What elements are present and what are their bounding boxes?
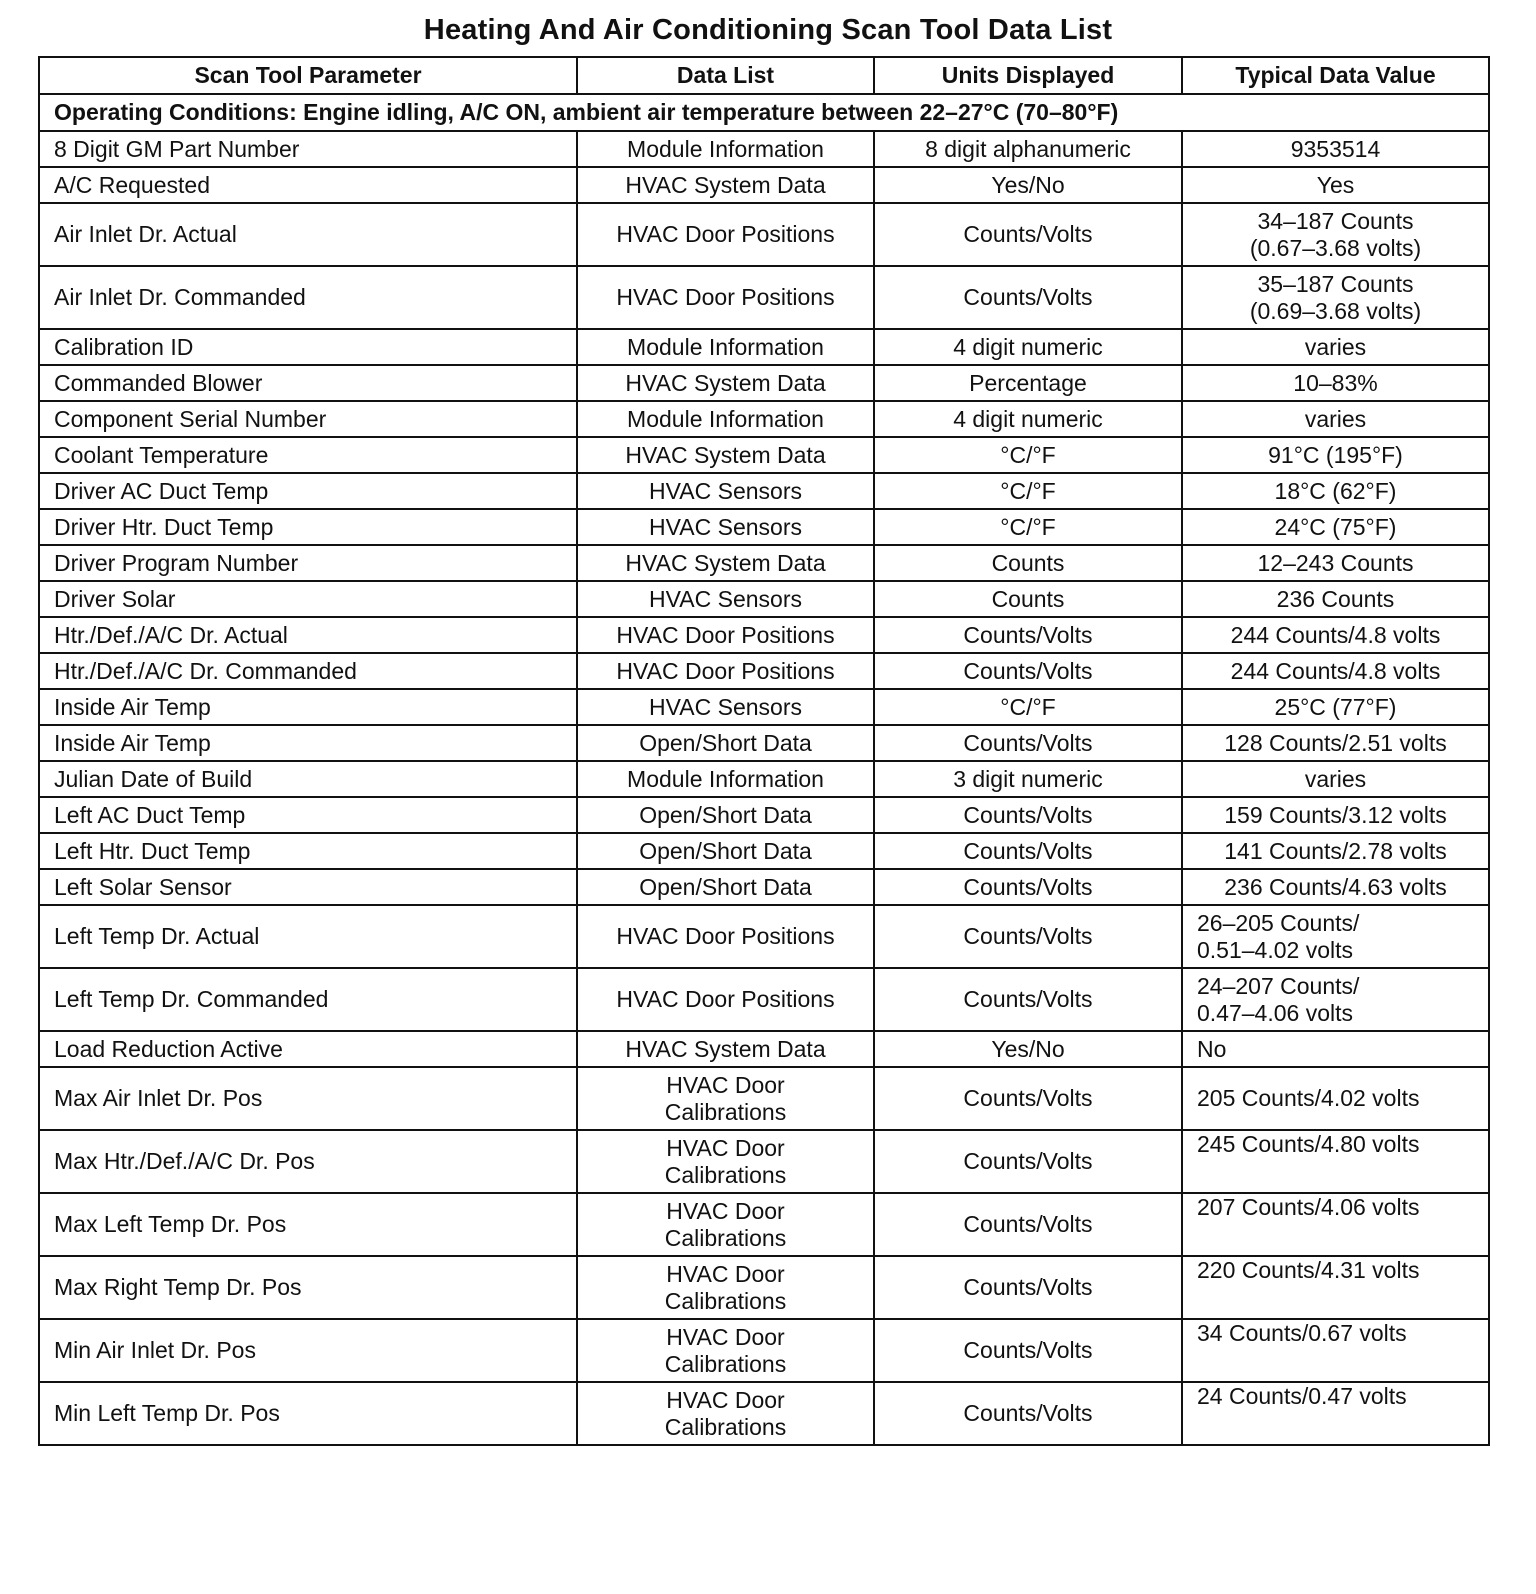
table-row bbox=[39, 266, 1489, 329]
cell-units: Counts/Volts bbox=[874, 1193, 1182, 1256]
table-row bbox=[39, 1193, 1489, 1256]
table-row bbox=[39, 869, 1489, 905]
cell-data-list bbox=[577, 1256, 874, 1319]
cell-typical-value: 24 Counts/0.47 volts bbox=[1182, 1382, 1489, 1445]
table-row bbox=[39, 1382, 1489, 1445]
cell-units: Counts/Volts bbox=[874, 905, 1182, 968]
table-row bbox=[39, 401, 1489, 437]
cell-parameter: Inside Air Temp bbox=[39, 725, 577, 761]
cell-data-list: Module Information bbox=[577, 329, 874, 365]
cell-typical-value: 236 Counts bbox=[1182, 581, 1489, 617]
value-line: 0.51–4.02 volts bbox=[1197, 936, 1354, 963]
cell-parameter: Max Right Temp Dr. Pos bbox=[39, 1256, 577, 1319]
operating-conditions: Operating Conditions: Engine idling, A/C ON, ambient air temperature between 22–27°C (70–80°F) bbox=[39, 94, 1489, 131]
data-list-line: Calibrations bbox=[664, 1098, 787, 1125]
table-row bbox=[39, 167, 1489, 203]
table-row bbox=[39, 797, 1489, 833]
cell-parameter: Left Htr. Duct Temp bbox=[39, 833, 577, 869]
cell-parameter: Inside Air Temp bbox=[39, 689, 577, 725]
cell-data-list bbox=[577, 1382, 874, 1445]
cell-units: 4 digit numeric bbox=[874, 401, 1182, 437]
cell-typical-value: 12–243 Counts bbox=[1182, 545, 1489, 581]
cell-units: °C/°F bbox=[874, 689, 1182, 725]
cell-typical-value: varies bbox=[1182, 761, 1489, 797]
column-header-data-list: Data List bbox=[577, 57, 874, 94]
cell-data-list: HVAC System Data bbox=[577, 167, 874, 203]
cell-parameter: Commanded Blower bbox=[39, 365, 577, 401]
cell-data-list: HVAC Sensors bbox=[577, 689, 874, 725]
cell-data-list: HVAC Sensors bbox=[577, 509, 874, 545]
table-row bbox=[39, 653, 1489, 689]
cell-typical-value bbox=[1182, 968, 1489, 1031]
cell-data-list: HVAC System Data bbox=[577, 365, 874, 401]
cell-data-list: Open/Short Data bbox=[577, 797, 874, 833]
cell-data-list: HVAC System Data bbox=[577, 545, 874, 581]
data-list-line: HVAC Door bbox=[666, 1071, 785, 1098]
table-row bbox=[39, 509, 1489, 545]
data-list-line: HVAC Door bbox=[666, 1386, 785, 1413]
cell-parameter: Air Inlet Dr. Commanded bbox=[39, 266, 577, 329]
cell-units: Counts/Volts bbox=[874, 869, 1182, 905]
cell-units: Counts/Volts bbox=[874, 266, 1182, 329]
cell-units: Yes/No bbox=[874, 167, 1182, 203]
cell-units: Counts/Volts bbox=[874, 725, 1182, 761]
cell-parameter: Min Left Temp Dr. Pos bbox=[39, 1382, 577, 1445]
cell-typical-value: 10–83% bbox=[1182, 365, 1489, 401]
cell-typical-value bbox=[1182, 266, 1489, 329]
column-header-units: Units Displayed bbox=[874, 57, 1182, 94]
cell-parameter: Max Air Inlet Dr. Pos bbox=[39, 1067, 577, 1130]
cell-parameter: Driver AC Duct Temp bbox=[39, 473, 577, 509]
cell-units: °C/°F bbox=[874, 473, 1182, 509]
cell-parameter: Driver Program Number bbox=[39, 545, 577, 581]
cell-units: 3 digit numeric bbox=[874, 761, 1182, 797]
cell-units: °C/°F bbox=[874, 437, 1182, 473]
cell-parameter: Load Reduction Active bbox=[39, 1031, 577, 1067]
cell-typical-value: 34 Counts/0.67 volts bbox=[1182, 1319, 1489, 1382]
cell-typical-value: 9353514 bbox=[1182, 131, 1489, 167]
cell-data-list: Open/Short Data bbox=[577, 833, 874, 869]
column-header-typical-value: Typical Data Value bbox=[1182, 57, 1489, 94]
cell-data-list: HVAC Door Positions bbox=[577, 653, 874, 689]
value-line: (0.69–3.68 volts) bbox=[1249, 297, 1422, 324]
cell-typical-value: 18°C (62°F) bbox=[1182, 473, 1489, 509]
cell-data-list: Module Information bbox=[577, 761, 874, 797]
cell-data-list: Module Information bbox=[577, 401, 874, 437]
cell-parameter: Component Serial Number bbox=[39, 401, 577, 437]
cell-units: °C/°F bbox=[874, 509, 1182, 545]
cell-parameter: Left Solar Sensor bbox=[39, 869, 577, 905]
cell-units: Counts bbox=[874, 581, 1182, 617]
cell-data-list: HVAC Sensors bbox=[577, 581, 874, 617]
cell-data-list: HVAC System Data bbox=[577, 437, 874, 473]
cell-typical-value: varies bbox=[1182, 401, 1489, 437]
cell-parameter: Left Temp Dr. Commanded bbox=[39, 968, 577, 1031]
table-row bbox=[39, 833, 1489, 869]
cell-parameter: Coolant Temperature bbox=[39, 437, 577, 473]
value-line: 0.47–4.06 volts bbox=[1197, 999, 1354, 1026]
cell-units: Counts/Volts bbox=[874, 797, 1182, 833]
cell-data-list: HVAC System Data bbox=[577, 1031, 874, 1067]
cell-parameter: 8 Digit GM Part Number bbox=[39, 131, 577, 167]
value-line: 24–207 Counts/ bbox=[1197, 972, 1360, 999]
cell-typical-value: 244 Counts/4.8 volts bbox=[1182, 617, 1489, 653]
table-row bbox=[39, 437, 1489, 473]
scan-tool-data-table bbox=[38, 56, 1490, 1446]
cell-units: Percentage bbox=[874, 365, 1182, 401]
cell-units: Counts/Volts bbox=[874, 968, 1182, 1031]
table-row bbox=[39, 365, 1489, 401]
cell-typical-value: 245 Counts/4.80 volts bbox=[1182, 1130, 1489, 1193]
cell-typical-value: 141 Counts/2.78 volts bbox=[1182, 833, 1489, 869]
cell-units: Counts/Volts bbox=[874, 833, 1182, 869]
cell-data-list bbox=[577, 1130, 874, 1193]
cell-units: 4 digit numeric bbox=[874, 329, 1182, 365]
table-row bbox=[39, 1031, 1489, 1067]
cell-typical-value: 25°C (77°F) bbox=[1182, 689, 1489, 725]
data-list-line: Calibrations bbox=[664, 1224, 787, 1251]
cell-typical-value: 236 Counts/4.63 volts bbox=[1182, 869, 1489, 905]
table-row bbox=[39, 131, 1489, 167]
cell-data-list bbox=[577, 1067, 874, 1130]
cell-typical-value bbox=[1182, 203, 1489, 266]
cell-parameter: Air Inlet Dr. Actual bbox=[39, 203, 577, 266]
cell-typical-value: 244 Counts/4.8 volts bbox=[1182, 653, 1489, 689]
cell-parameter: Max Htr./Def./A/C Dr. Pos bbox=[39, 1130, 577, 1193]
cell-units: Counts/Volts bbox=[874, 1382, 1182, 1445]
value-line: 34–187 Counts bbox=[1257, 207, 1414, 234]
cell-units: 8 digit alphanumeric bbox=[874, 131, 1182, 167]
cell-typical-value: 24°C (75°F) bbox=[1182, 509, 1489, 545]
table-row bbox=[39, 545, 1489, 581]
page-title: Heating And Air Conditioning Scan Tool Data List bbox=[423, 14, 1113, 46]
cell-data-list bbox=[577, 1193, 874, 1256]
cell-data-list: Open/Short Data bbox=[577, 725, 874, 761]
cell-units: Counts/Volts bbox=[874, 1319, 1182, 1382]
cell-units: Counts/Volts bbox=[874, 653, 1182, 689]
table-row bbox=[39, 617, 1489, 653]
cell-parameter: Driver Solar bbox=[39, 581, 577, 617]
table-row bbox=[39, 761, 1489, 797]
cell-parameter: Left Temp Dr. Actual bbox=[39, 905, 577, 968]
cell-units: Counts/Volts bbox=[874, 1256, 1182, 1319]
table-row bbox=[39, 689, 1489, 725]
cell-data-list: HVAC Door Positions bbox=[577, 968, 874, 1031]
table-row bbox=[39, 725, 1489, 761]
cell-units: Counts/Volts bbox=[874, 617, 1182, 653]
data-list-line: HVAC Door bbox=[666, 1134, 785, 1161]
value-line: (0.67–3.68 volts) bbox=[1249, 234, 1422, 261]
cell-parameter: A/C Requested bbox=[39, 167, 577, 203]
table-row bbox=[39, 203, 1489, 266]
table-header-row bbox=[39, 57, 1489, 94]
data-list-line: HVAC Door bbox=[666, 1197, 785, 1224]
cell-parameter: Calibration ID bbox=[39, 329, 577, 365]
table-row bbox=[39, 329, 1489, 365]
data-list-line: Calibrations bbox=[664, 1287, 787, 1314]
cell-units: Counts/Volts bbox=[874, 1067, 1182, 1130]
table-row bbox=[39, 473, 1489, 509]
table-row bbox=[39, 1319, 1489, 1382]
cell-units: Counts/Volts bbox=[874, 1130, 1182, 1193]
cell-parameter: Htr./Def./A/C Dr. Commanded bbox=[39, 653, 577, 689]
cell-parameter: Left AC Duct Temp bbox=[39, 797, 577, 833]
cell-typical-value: 207 Counts/4.06 volts bbox=[1182, 1193, 1489, 1256]
column-header-parameter: Scan Tool Parameter bbox=[39, 57, 577, 94]
table-row bbox=[39, 1067, 1489, 1130]
cell-typical-value: 91°C (195°F) bbox=[1182, 437, 1489, 473]
table-row bbox=[39, 968, 1489, 1031]
table-row bbox=[39, 1130, 1489, 1193]
table-row bbox=[39, 581, 1489, 617]
cell-typical-value: 159 Counts/3.12 volts bbox=[1182, 797, 1489, 833]
data-list-line: Calibrations bbox=[664, 1161, 787, 1188]
cell-data-list: Module Information bbox=[577, 131, 874, 167]
operating-conditions-row bbox=[39, 94, 1489, 131]
cell-units: Counts bbox=[874, 545, 1182, 581]
table-row bbox=[39, 1256, 1489, 1319]
cell-parameter: Julian Date of Build bbox=[39, 761, 577, 797]
cell-typical-value bbox=[1182, 905, 1489, 968]
cell-parameter: Htr./Def./A/C Dr. Actual bbox=[39, 617, 577, 653]
cell-data-list: HVAC Door Positions bbox=[577, 266, 874, 329]
cell-data-list: Open/Short Data bbox=[577, 869, 874, 905]
cell-parameter: Driver Htr. Duct Temp bbox=[39, 509, 577, 545]
cell-data-list: HVAC Door Positions bbox=[577, 617, 874, 653]
cell-typical-value: 220 Counts/4.31 volts bbox=[1182, 1256, 1489, 1319]
data-list-line: HVAC Door bbox=[666, 1323, 785, 1350]
cell-typical-value: 128 Counts/2.51 volts bbox=[1182, 725, 1489, 761]
cell-units: Counts/Volts bbox=[874, 203, 1182, 266]
value-line: 26–205 Counts/ bbox=[1197, 909, 1360, 936]
cell-typical-value: No bbox=[1182, 1031, 1489, 1067]
cell-data-list: HVAC Door Positions bbox=[577, 203, 874, 266]
data-list-line: Calibrations bbox=[664, 1413, 787, 1440]
cell-data-list: HVAC Sensors bbox=[577, 473, 874, 509]
data-list-line: Calibrations bbox=[664, 1350, 787, 1377]
cell-typical-value: varies bbox=[1182, 329, 1489, 365]
cell-parameter: Min Air Inlet Dr. Pos bbox=[39, 1319, 577, 1382]
cell-typical-value: 205 Counts/4.02 volts bbox=[1182, 1067, 1489, 1130]
data-list-line: HVAC Door bbox=[666, 1260, 785, 1287]
cell-typical-value: Yes bbox=[1182, 167, 1489, 203]
table-row bbox=[39, 905, 1489, 968]
value-line: 35–187 Counts bbox=[1257, 270, 1414, 297]
cell-parameter: Max Left Temp Dr. Pos bbox=[39, 1193, 577, 1256]
cell-units: Yes/No bbox=[874, 1031, 1182, 1067]
cell-data-list bbox=[577, 1319, 874, 1382]
cell-data-list: HVAC Door Positions bbox=[577, 905, 874, 968]
